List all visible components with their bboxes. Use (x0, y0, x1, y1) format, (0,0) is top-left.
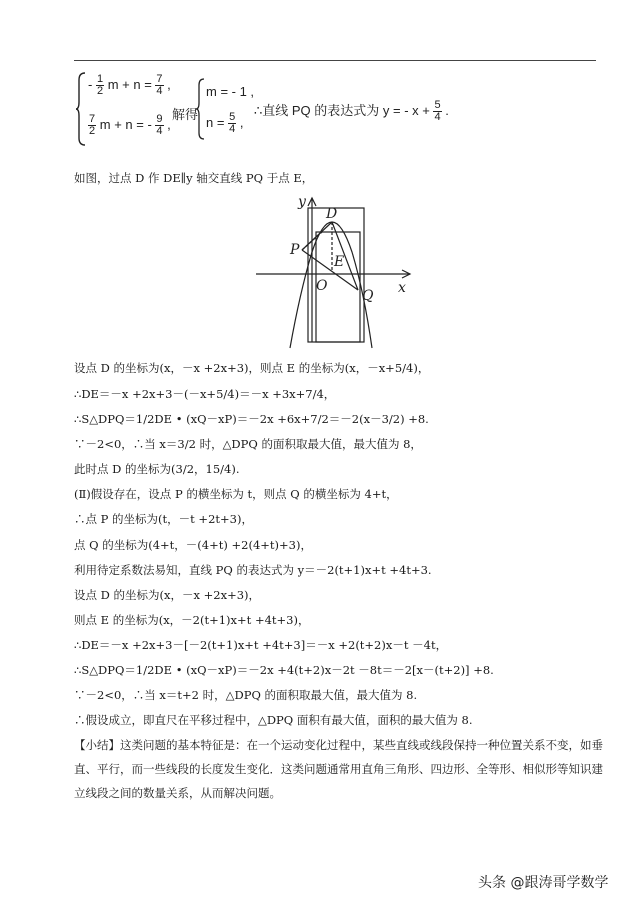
fraction: $\frac{7}{4}$ (156, 73, 163, 97)
footer-watermark: 头条 @跟涛哥学数学 (478, 875, 609, 891)
system2-row1: m = - 1 , (206, 84, 255, 99)
system1-row1: - $\frac{1}{2}$ m + n = $\frac{7}{4}$ , (88, 73, 171, 97)
fraction: $\frac{5}{4}$ (434, 99, 441, 124)
solve-label: 解得 (172, 107, 199, 122)
left-brace-icon (76, 72, 86, 146)
solution-line-2: ∴DE＝－x +2x+3－(－x+5/4)＝－x +3x+7/4， (74, 387, 336, 401)
label-p: P (290, 242, 300, 258)
label-x: x (398, 280, 406, 296)
conclusion: ∴直线 PQ 的表达式为 y = - x + $\frac{5}{4}$ . (254, 99, 449, 124)
segment-pq (302, 250, 358, 290)
label-e: E (334, 254, 345, 270)
solution-line-7: ∴点 P 的坐标为(t，－t +2t+3)， (74, 512, 253, 526)
system1-row2: $\frac{7}{2}$ m + n = - $\frac{9}{4}$ , (89, 113, 171, 137)
solution-line-13: ∴S△DPQ＝1/2DE • (xQ－xP)＝－2x +4(t+2)x－2t －8t＝－2[x－(t+2)] +8. (74, 663, 494, 677)
solution-line-10: 设点 D 的坐标为(x，－x +2x+3)， (74, 588, 261, 602)
solution-line-3: ∴S△DPQ＝1/2DE • (xQ－xP)＝－2x +6x+7/2＝－2(x－3/2) +8. (74, 412, 429, 426)
solution-line-5: 此时点 D 的坐标为(3/2，15/4). (74, 462, 240, 476)
fraction: $\frac{9}{4}$ (156, 113, 163, 137)
solution-line-14: ∵－2<0，∴当 x＝t+2 时，△DPQ 的面积取最大值，最大值为 8. (74, 688, 418, 702)
left-brace-icon (196, 78, 205, 140)
equation-block (76, 70, 449, 150)
intro-line: 如图，过点 D 作 DE∥y 轴交直线 PQ 于点 E， (74, 171, 314, 185)
fraction: $\frac{1}{2}$ (96, 73, 104, 97)
solution-line-15: ∴假设成立，即直尺在平移过程中，△DPQ 面积有最大值，面积的最大值为 8. (74, 713, 473, 727)
label-q: Q (362, 288, 374, 304)
label-y: y (298, 194, 306, 210)
top-rule (74, 60, 596, 61)
label-d: D (326, 206, 338, 222)
solution-line-11: 则点 E 的坐标为(x，－2(t+1)x+t +4t+3)， (74, 613, 310, 627)
parabola-figure (250, 192, 420, 350)
fraction: $\frac{5}{4}$ (229, 111, 236, 135)
solution-line-6: (Ⅱ)假设存在，设点 P 的横坐标为 t，则点 Q 的横坐标为 4+t， (74, 487, 398, 501)
label-o: O (316, 278, 328, 294)
system2-row2: n = $\frac{5}{4}$ , (206, 111, 244, 135)
solution-line-12: ∴DE＝－x +2x+3－[－2(t+1)x+t +4t+3]＝－x +2(t+2)x－t －4t， (74, 638, 448, 652)
summary-paragraph: 【小结】这类问题的基本特征是：在一个运动变化过程中，某些直线或线段保持一种位置关系不变，如垂直、平行，而一些线段的长度发生变化．这类问题通常用直角三角形、四边形、全等形、相似形等知识建立线段之间的数量关系，从而解决问题。 (74, 738, 603, 800)
solution-line-8: 点 Q 的坐标为(4+t，－(4+t) +2(4+t)+3)， (74, 538, 312, 552)
solution-line-1: 设点 D 的坐标为(x，－x +2x+3)，则点 E 的坐标为(x，－x+5/4)， (74, 361, 430, 375)
fraction: $\frac{7}{2}$ (89, 113, 96, 137)
solution-line-4: ∵－2<0，∴当 x＝3/2 时，△DPQ 的面积取最大值，最大值为 8， (74, 437, 422, 451)
solution-line-9: 利用待定系数法易知，直线 PQ 的表达式为 y＝－2(t+1)x+t +4t+3. (74, 563, 432, 577)
